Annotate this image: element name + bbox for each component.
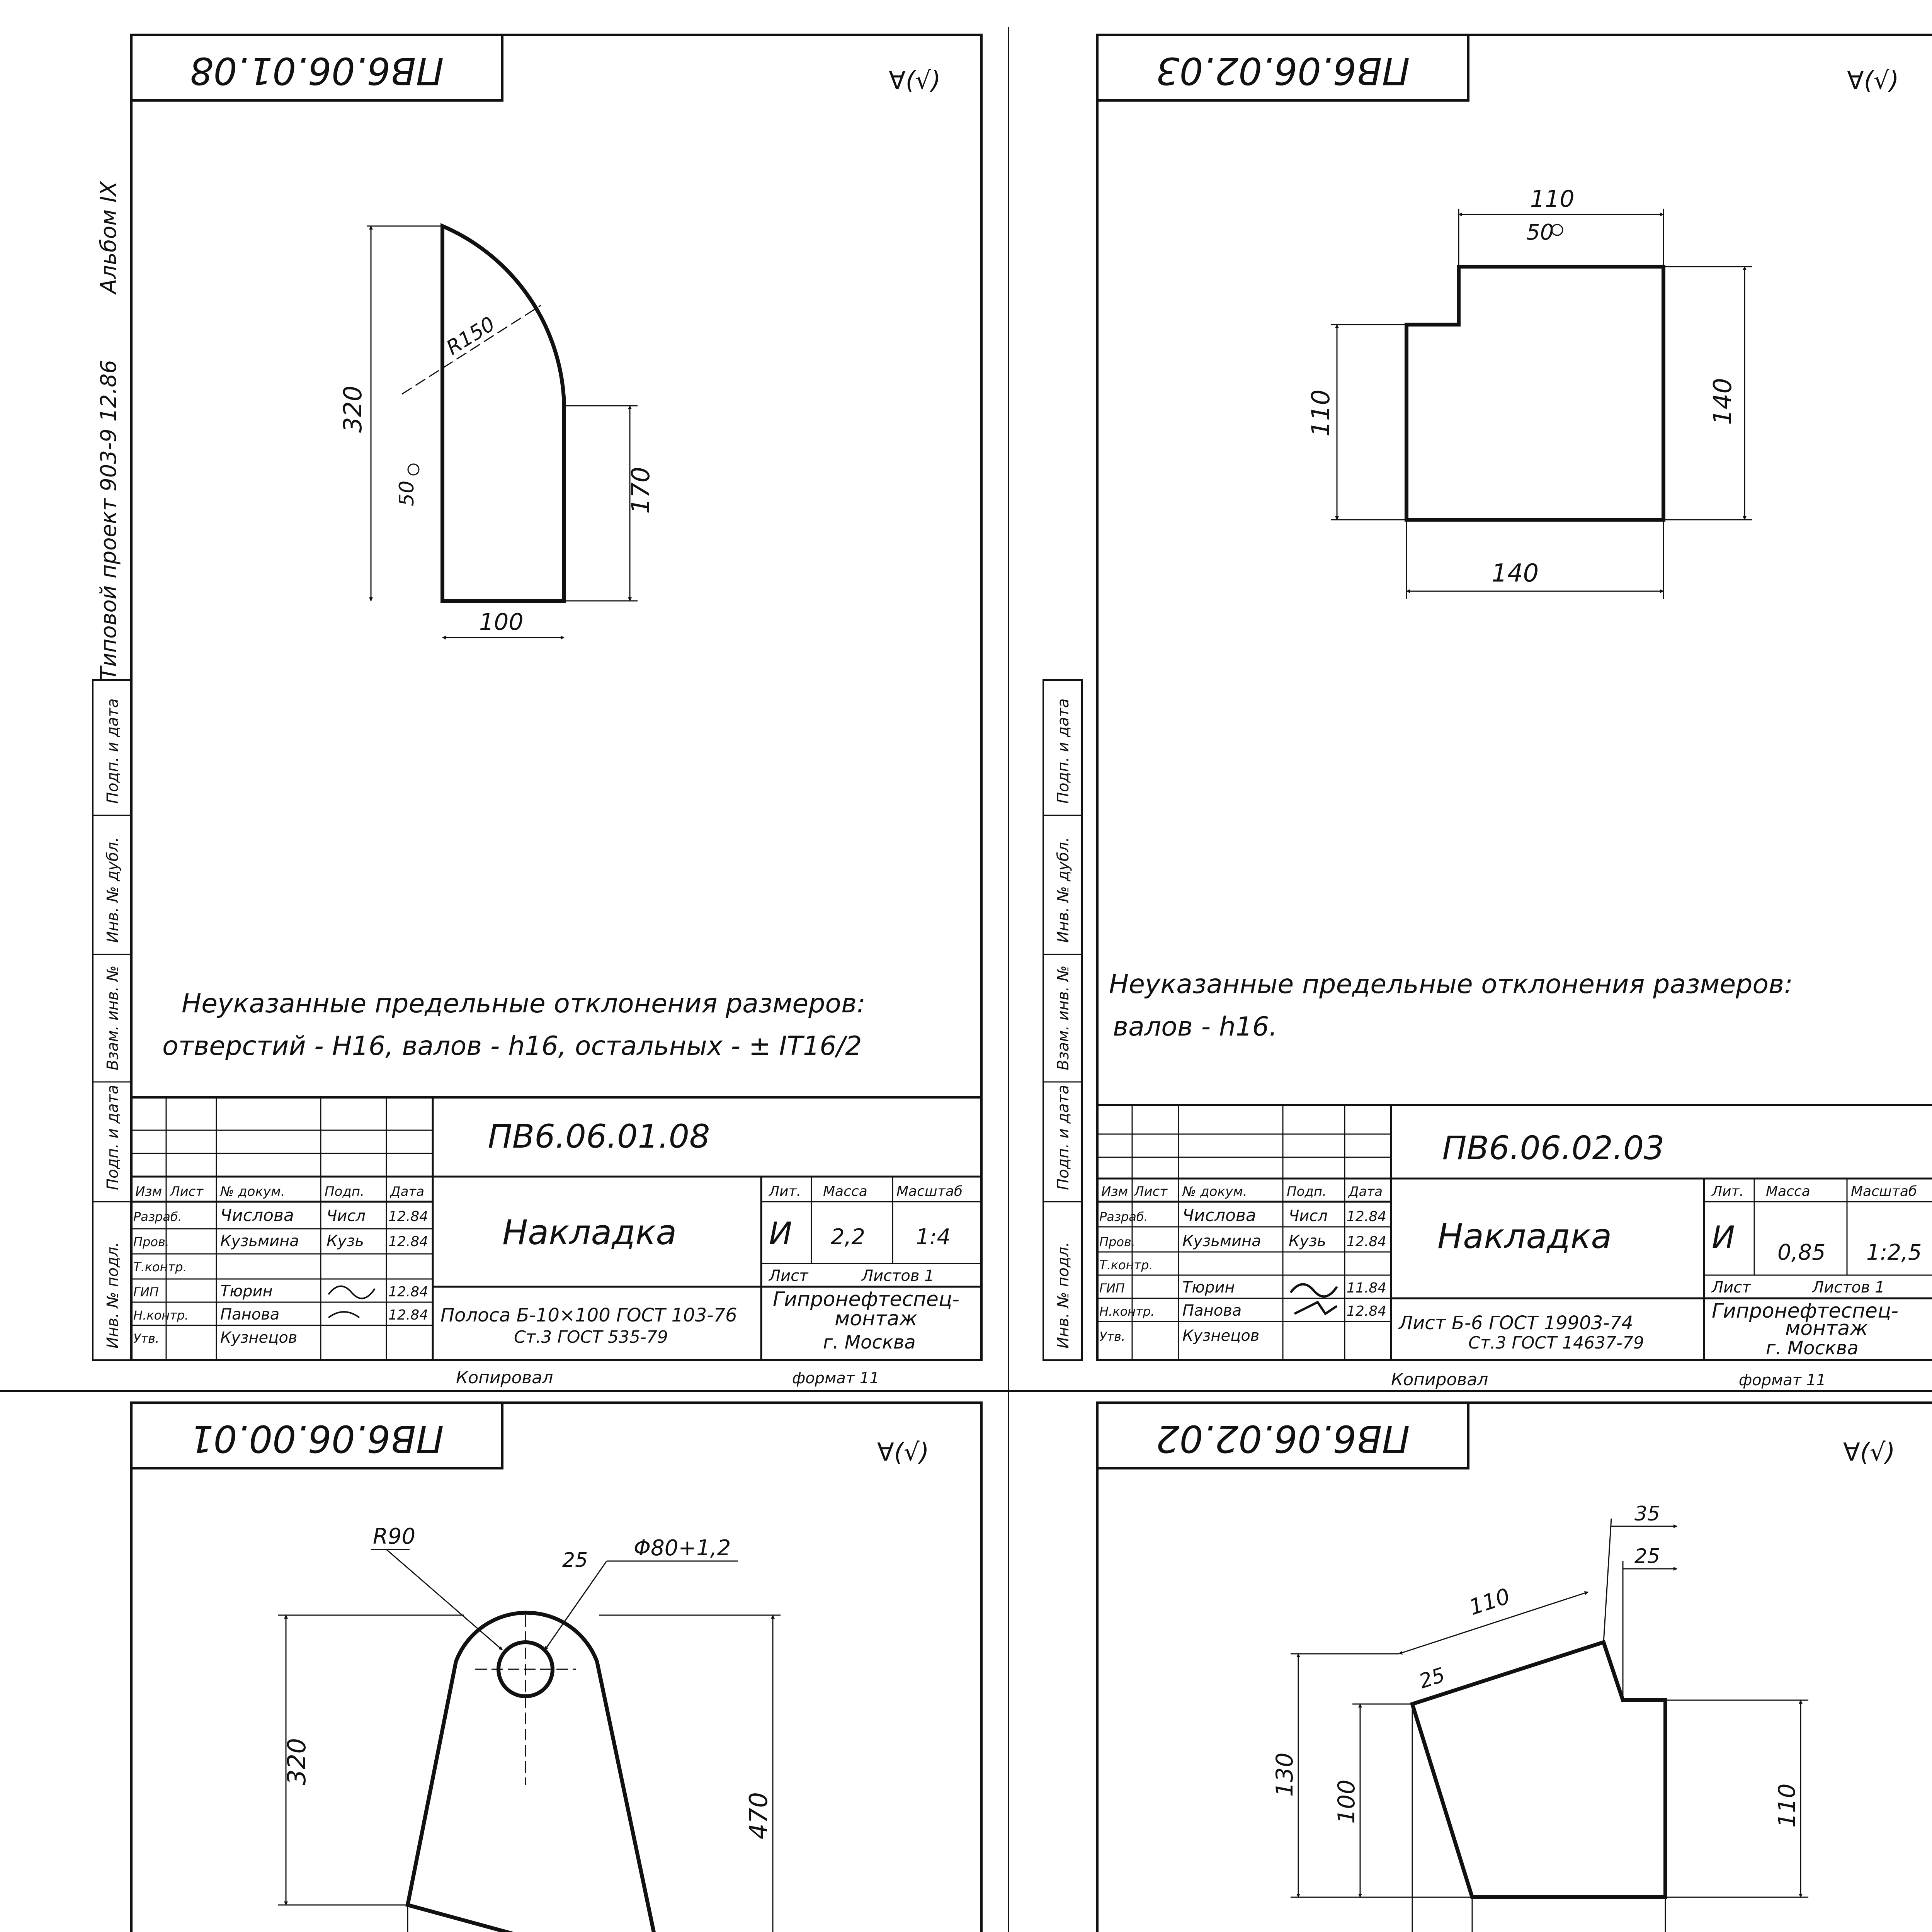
dim-130: 130 (1271, 1752, 1298, 1797)
side-label-vzam: Взам. инв. № (104, 965, 122, 1070)
scale-value: 1:2,5 (1866, 1240, 1922, 1265)
dim-r90: R90 (373, 1524, 416, 1549)
date-2: 12.84 (388, 1234, 429, 1250)
dim-110-right: 110 (1774, 1783, 1801, 1828)
dim-110-top: 110 (1530, 185, 1575, 213)
mirrored-code: ПВ6.06.00.01 (190, 1417, 444, 1460)
label-ndoc: № докум. (1182, 1184, 1247, 1199)
project-label: Типовой проект 903-9 12.86 (96, 360, 121, 680)
dim-140-bottom: 140 (1492, 559, 1539, 588)
corner-roughness: ∀(√) (1847, 66, 1899, 95)
dim-470: 470 (745, 1792, 773, 1839)
label-nkontr: Н.контр. (133, 1308, 189, 1323)
copied-label: Копировал (456, 1368, 553, 1388)
material-2: Ст.3 ГОСТ 14637-79 (1468, 1333, 1644, 1353)
dim-r150: R150 (442, 312, 499, 360)
name-gip: Тюрин (220, 1282, 273, 1300)
org-city: г. Москва (823, 1332, 916, 1353)
label-data: Дата (390, 1184, 425, 1199)
label-masshtab: Масштаб (1851, 1184, 1917, 1199)
mass-value: 2,2 (831, 1225, 866, 1250)
label-tkontr: Т.контр. (133, 1260, 187, 1274)
roughness-25-hole: 25 (562, 1549, 588, 1572)
roughness-50: 50 (1526, 220, 1554, 245)
material-1: Полоса Б-10×100 ГОСТ 103-76 (440, 1304, 737, 1326)
label-ndoc: № докум. (220, 1184, 285, 1199)
side-label-inv: Инв. № подл. (1054, 1242, 1072, 1349)
label-list-short: Лист (769, 1267, 808, 1285)
dim-110-left: 110 (1307, 389, 1335, 437)
corner-roughness: ∀(√) (889, 66, 941, 95)
part-title: Накладка (502, 1213, 677, 1252)
part-outline (1406, 267, 1663, 520)
part-outline (442, 226, 564, 601)
date-2: 12.84 (1347, 1234, 1387, 1250)
drawing-panel-4 (1043, 1403, 1932, 1932)
lit-value: И (1712, 1219, 1735, 1255)
label-lit: Лит. (1712, 1184, 1744, 1199)
dim-320: 320 (283, 1738, 311, 1785)
date-1: 12.84 (388, 1209, 429, 1225)
mirrored-code: ПВ6.06.02.02 (1156, 1417, 1410, 1460)
format-label: формат 11 (1739, 1371, 1826, 1389)
doc-code: ПВ6.06.01.08 (488, 1117, 710, 1155)
sig-prov: Кузь (1289, 1232, 1326, 1250)
side-label-vzam: Взам. инв. № (1054, 965, 1072, 1070)
dim-100-left: 100 (1333, 1779, 1360, 1824)
side-label-dubl: Инв. № дубл. (1054, 837, 1072, 943)
label-prov: Пров. (1099, 1235, 1135, 1249)
side-label-inv: Инв. № подл. (104, 1242, 122, 1349)
label-lit: Лит. (769, 1184, 801, 1199)
roughness-symbol (408, 464, 419, 475)
panel-frame (131, 1403, 981, 1932)
label-nkontr: Н.контр. (1099, 1304, 1155, 1319)
drawing-panel-3 (93, 1403, 981, 1932)
label-prov: Пров. (133, 1235, 169, 1249)
date-3: 11.84 (1347, 1280, 1387, 1296)
copied-label: Копировал (1391, 1370, 1488, 1389)
side-label-podp-1: Подп. и дата (104, 698, 122, 804)
name-nkontr: Панова (220, 1306, 280, 1323)
side-label-podp-1: Подп. и дата (1054, 698, 1072, 804)
mirrored-code: ПВ6.06.02.03 (1156, 49, 1410, 92)
signature (1291, 1284, 1337, 1314)
date-3: 12.84 (388, 1284, 429, 1300)
label-masshtab: Масштаб (896, 1184, 963, 1199)
label-gip: ГИП (1099, 1281, 1125, 1296)
note-line-2: отверстий - H16, валов - h16, остальных - ± IT16/2 (162, 1031, 862, 1061)
sig-prov: Кузь (327, 1232, 364, 1250)
label-podp: Подп. (1287, 1184, 1327, 1199)
label-izm: Изм (135, 1184, 162, 1199)
date-1: 12.84 (1347, 1209, 1387, 1225)
panel-frame (131, 35, 981, 1360)
note-line-1: Неуказанные предельные отклонения размеров: (182, 988, 866, 1019)
name-razrab: Числова (220, 1206, 294, 1225)
dim-140-right: 140 (1709, 378, 1737, 425)
name-prov: Кузьмина (220, 1232, 299, 1250)
label-utv: Утв. (1099, 1329, 1126, 1344)
doc-code: ПВ6.06.02.03 (1442, 1129, 1665, 1167)
name-gip: Тюрин (1182, 1279, 1235, 1296)
name-utv: Кузнецов (220, 1329, 298, 1347)
lit-value: И (769, 1216, 792, 1252)
note-line-1: Неуказанные предельные отклонения размеров: (1109, 969, 1793, 1000)
dim-hole: Φ80+1,2 (634, 1536, 731, 1561)
name-utv: Кузнецов (1182, 1327, 1260, 1345)
drawing-panel-1 (93, 35, 981, 1388)
label-utv: Утв. (133, 1331, 160, 1346)
label-listov: Листов 1 (1812, 1279, 1885, 1296)
label-massa: Масса (1766, 1184, 1810, 1199)
corner-roughness: ∀(√) (877, 1438, 929, 1467)
date-4: 12.84 (1347, 1303, 1387, 1319)
label-data: Дата (1349, 1184, 1383, 1199)
org-line-1: Гипронефтеспец- (773, 1288, 960, 1311)
radius-leader (402, 305, 541, 394)
format-label: формат 11 (792, 1369, 879, 1387)
hole-leader (545, 1561, 607, 1650)
ext-line (1604, 1519, 1611, 1642)
label-razrab: Разраб. (1099, 1209, 1148, 1224)
label-tkontr: Т.контр. (1099, 1258, 1153, 1272)
name-prov: Кузьмина (1182, 1232, 1261, 1250)
label-list: Лист (170, 1184, 204, 1199)
label-listov: Листов 1 (862, 1267, 934, 1285)
corner-roughness: ∀(√) (1843, 1438, 1895, 1467)
album-label: Альбом IX (96, 181, 121, 294)
mass-value: 0,85 (1777, 1240, 1826, 1265)
sig-razrab: Числ (327, 1207, 366, 1225)
dim-110-slant: 110 (1466, 1583, 1513, 1621)
material-1: Лист Б-6 ГОСТ 19903-74 (1399, 1312, 1633, 1334)
org-line-2: монтаж (1785, 1317, 1868, 1340)
dim-100: 100 (479, 609, 524, 636)
label-razrab: Разраб. (133, 1209, 182, 1224)
org-city: г. Москва (1766, 1337, 1859, 1359)
radius-leader (386, 1549, 502, 1650)
scale-value: 1:4 (916, 1225, 951, 1250)
date-4: 12.84 (388, 1307, 429, 1323)
note-line-2: валов - h16. (1113, 1012, 1277, 1042)
side-label-dubl: Инв. № дубл. (104, 837, 122, 943)
side-label-podp-2: Подп. и дата (104, 1085, 122, 1190)
sig-razrab: Числ (1289, 1207, 1328, 1225)
panel-frame (1097, 1403, 1932, 1932)
label-izm: Изм (1101, 1184, 1128, 1199)
name-nkontr: Панова (1182, 1302, 1242, 1320)
org-line-1: Гипронефтеспец- (1712, 1299, 1899, 1323)
roughness-25: 25 (1416, 1663, 1448, 1694)
mirrored-code: ПВ6.06.01.08 (190, 49, 444, 92)
label-podp: Подп. (325, 1184, 364, 1199)
part-title: Накладка (1437, 1216, 1612, 1256)
material-2: Ст.3 ГОСТ 535-79 (514, 1327, 668, 1347)
label-gip: ГИП (133, 1285, 159, 1299)
label-massa: Масса (823, 1184, 867, 1199)
roughness-50: 50 (395, 480, 418, 506)
part-outline (1412, 1642, 1665, 1897)
dim-170: 170 (627, 466, 655, 514)
label-list: Лист (1134, 1184, 1168, 1199)
org-line-2: монтаж (835, 1307, 918, 1330)
drawing-panel-2 (1043, 35, 1932, 1389)
dim-320: 320 (339, 385, 367, 433)
dim-25: 25 (1634, 1545, 1660, 1568)
dim-35: 35 (1634, 1502, 1660, 1526)
name-razrab: Числова (1182, 1206, 1256, 1225)
part-outline (408, 1613, 663, 1932)
side-label-podp-2: Подп. и дата (1054, 1085, 1072, 1190)
label-list-short: Лист (1712, 1279, 1751, 1296)
